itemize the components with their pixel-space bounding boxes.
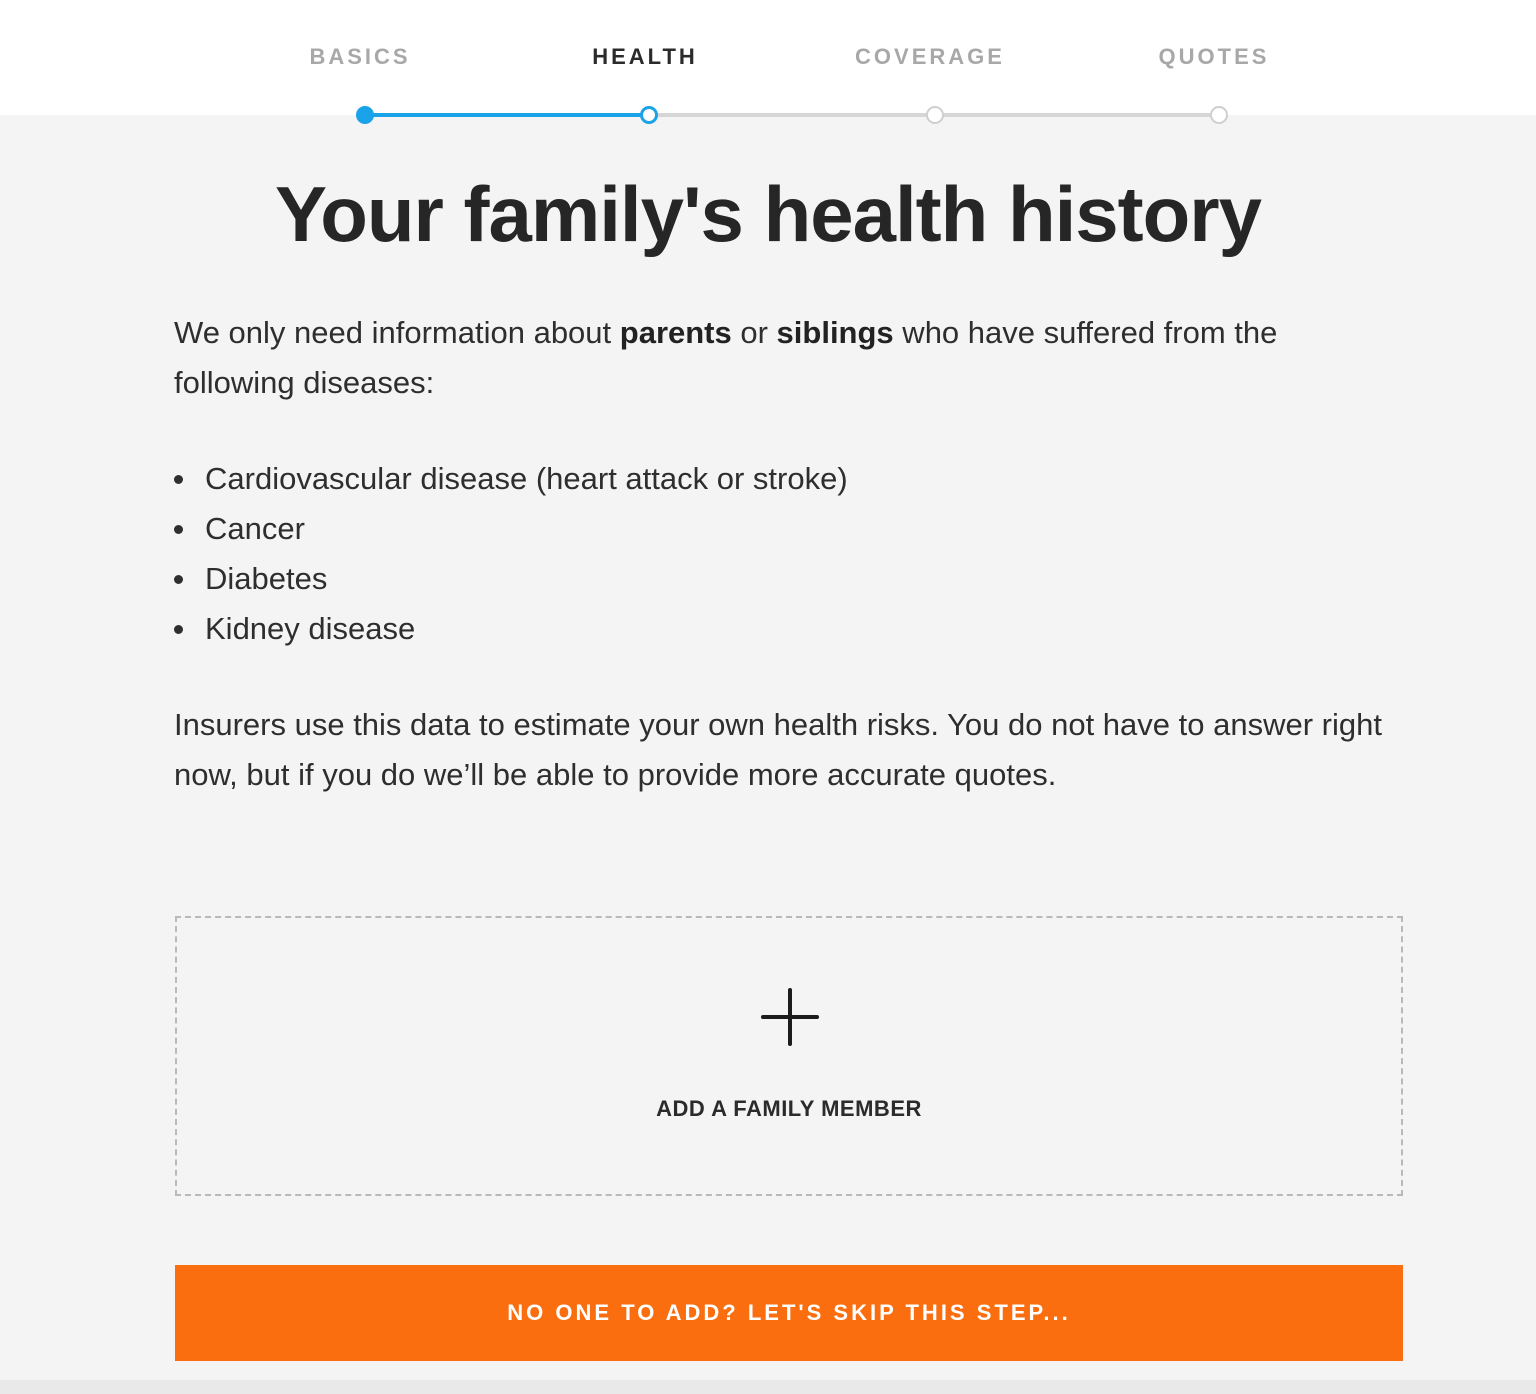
intro-text-part: or — [731, 315, 777, 350]
bullet-icon — [174, 475, 183, 484]
step-node-coverage — [926, 106, 944, 124]
intro-text-part: We only need information about — [174, 315, 620, 350]
disease-label: Cardiovascular disease (heart attack or stroke) — [205, 461, 848, 496]
step-quotes[interactable]: QUOTES — [1158, 44, 1270, 69]
list-item — [174, 604, 1374, 654]
step-basics[interactable]: BASICS — [309, 44, 411, 69]
list-item — [174, 554, 1374, 604]
page-title: Your family's health history — [275, 170, 1261, 258]
intro-text — [174, 308, 1394, 408]
plus-icon-vertical — [788, 988, 792, 1046]
list-item — [174, 504, 1374, 554]
intro-bold-parents: parents — [619, 315, 732, 350]
step-node-basics — [356, 106, 374, 124]
progress-header — [0, 0, 1536, 115]
disease-label: Cancer — [205, 511, 305, 546]
list-item — [174, 454, 1374, 504]
step-health[interactable]: HEALTH — [592, 44, 698, 69]
page-bottom-edge — [0, 1380, 1536, 1394]
outro-text: Insurers use this data to estimate your own health risks. You do not have to answer right now, but if you do we’ll be able to provide more accurate quotes. — [174, 707, 1382, 792]
intro-bold-siblings: siblings — [776, 315, 894, 350]
bullet-icon — [174, 525, 183, 534]
progress-track-completed — [365, 113, 649, 117]
bullet-icon — [174, 625, 183, 634]
disease-label: Diabetes — [205, 561, 328, 596]
step-node-health — [640, 106, 658, 124]
disease-label: Kidney disease — [205, 611, 416, 646]
disease-list — [174, 454, 1374, 654]
plus-icon[interactable] — [761, 988, 819, 1046]
bullet-icon — [174, 575, 183, 584]
add-family-member-label[interactable]: ADD A FAMILY MEMBER — [656, 1096, 922, 1121]
intro-text-part: who have suffered from the following diseases: — [174, 315, 1278, 400]
step-coverage[interactable]: COVERAGE — [855, 44, 1005, 69]
step-node-quotes — [1210, 106, 1228, 124]
skip-step-button[interactable]: NO ONE TO ADD? LET'S SKIP THIS STEP... — [175, 1265, 1403, 1361]
add-family-member-button[interactable] — [175, 916, 1403, 1196]
